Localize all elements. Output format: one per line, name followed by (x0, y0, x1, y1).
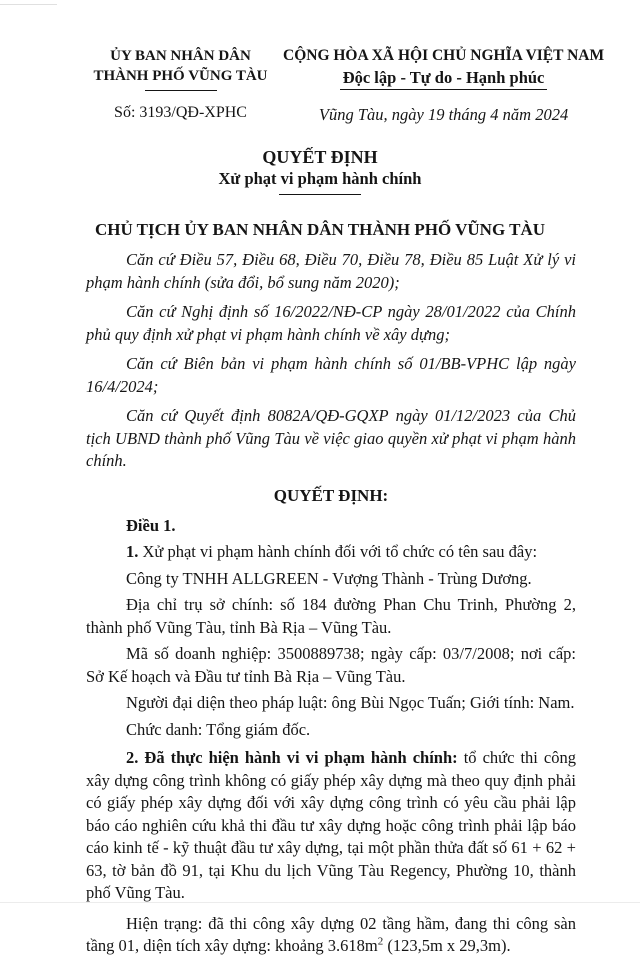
article-1-heading: Điều 1. (126, 515, 176, 535)
representative-position: Chức danh: Tổng giám đốc. (126, 719, 311, 739)
legal-basis-paragraph-4: Căn cứ Quyết định 8082A/QĐ-GQXP ngày 01/12/2023 của Chủ tịch UBND thành phố Vũng Tàu về việc giao quyền xử phạt vi phạm hành chính. (86, 406, 576, 470)
title-block (0, 146, 640, 195)
legal-representative: Người đại diện theo pháp luật: ông Bùi Ngọc Tuấn; Giới tính: Nam. (126, 693, 575, 712)
current-status-dimensions: (123,5m x 29,3m). (383, 936, 511, 955)
authority-underline (145, 90, 217, 91)
legal-basis-paragraph-1: Căn cứ Điều 57, Điều 68, Điều 70, Điều 78, Điều 85 Luật Xử lý vi phạm hành chính (sửa đổi, bổ sung năm 2020); (86, 250, 576, 292)
article-1-item-2-lead: 2. Đã thực hiện hành vi vi phạm hành chính: (126, 748, 458, 767)
national-header-block (283, 46, 604, 125)
issuing-authority-line2: THÀNH PHỐ VŨNG TÀU (93, 68, 268, 84)
document-body (0, 249, 640, 958)
article-1-item-1 (86, 541, 576, 564)
company-address: Địa chỉ trụ sở chính: số 184 đường Phan Chu Trinh, Phường 2, thành phố Vũng Tàu, tỉnh Bà Rịa – Vũng Tàu. (86, 595, 576, 637)
issuer-title: CHỦ TỊCH ỦY BAN NHÂN DÂN THÀNH PHỐ VŨNG TÀU (94, 220, 546, 239)
decision-title: QUYẾT ĐỊNH (262, 147, 378, 167)
business-registration: Mã số doanh nghiệp: 3500889738; ngày cấp: 03/7/2008; nơi cấp: Sở Kế hoạch và Đầu tư tỉnh Bà Rịa – Vũng Tàu. (86, 644, 576, 686)
scan-artifact-line (0, 4, 57, 5)
company-name: Công ty TNHH ALLGREEN - Vượng Thành - Trùng Dương. (126, 568, 532, 588)
current-status-text: Hiện trạng: đã thi công xây dựng 02 tầng hầm, đang thi công sàn tầng 01, diện tích xây dựng: khoảng 3.618m (86, 913, 576, 955)
legal-basis-paragraph-3: Căn cứ Biên bản vi phạm hành chính số 01/BB-VPHC lập ngày 16/4/2024; (86, 354, 576, 396)
document-header (0, 0, 640, 125)
place-and-date: Vũng Tàu, ngày 19 tháng 4 năm 2024 (318, 105, 569, 124)
article-1-item-2 (86, 747, 576, 905)
legal-basis-section (86, 249, 576, 473)
current-status (86, 913, 576, 958)
national-motto-line2: Độc lập - Tự do - Hạnh phúc (340, 67, 548, 90)
title-divider (279, 194, 361, 195)
current-status-superscript: 2 (377, 935, 384, 948)
national-motto-line1: CỘNG HÒA XÃ HỘI CHỦ NGHĨA VIỆT NAM (283, 47, 605, 64)
decree-heading: QUYẾT ĐỊNH: (273, 485, 389, 505)
legal-basis-paragraph-2: Căn cứ Nghị định số 16/2022/NĐ-CP ngày 28/01/2022 của Chính phủ quy định xử phạt vi phạm hành chính về xây dựng; (86, 302, 576, 344)
article-1-item-1-text: Xử phạt vi phạm hành chính đối với tổ chức có tên sau đây: (138, 542, 538, 561)
issuing-authority-line1: ỦY BAN NHÂN DÂN (110, 48, 251, 64)
document-number: Số: 3193/QĐ-XPHC (114, 104, 247, 121)
article-1-item-1-number: 1. (126, 542, 139, 561)
article-1-item-2-text: tổ chức thi công xây dựng công trình không có giấy phép xây dựng mà theo quy định phải có giấy phép xây dựng đối với xây dựng công trình có yêu cầu phải lập báo cáo nghiên cứu khả thi đầu tư xây dựng hoặc công trình phải lập báo cáo kinh tế - kỹ thuật đầu tư xây dựng, tại một phần thửa đất số 61 + 62 + 63, tờ bản đồ 91, tại Khu du lịch Vũng Tàu Regency, Phường 10, thành phố Vũng Tàu. (86, 748, 576, 902)
issuing-authority-block (78, 46, 283, 125)
decision-subtitle: Xử phạt vi phạm hành chính (218, 169, 422, 188)
